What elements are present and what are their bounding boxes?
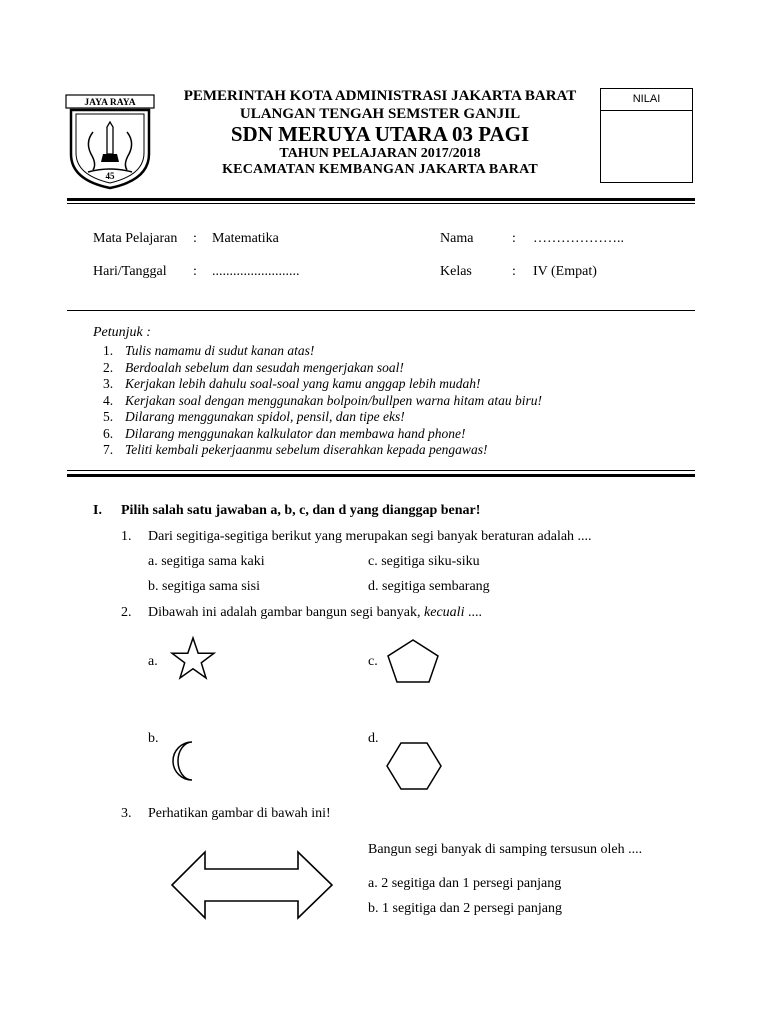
subject-label: Mata Pelajaran	[93, 231, 178, 246]
q2-option-c-label[interactable]: c.	[368, 654, 378, 669]
hexagon-shape-icon[interactable]	[384, 741, 444, 791]
q1-option-b[interactable]: b. segitiga sama sisi	[148, 579, 260, 594]
instruction-item	[103, 442, 542, 459]
section-number: I.	[93, 503, 102, 518]
q1-text: Dari segitiga-segitiga berikut yang merupakan segi banyak beraturan adalah ....	[148, 529, 592, 544]
header-government: PEMERINTAH KOTA ADMINISTRASI JAKARTA BARAT	[183, 88, 577, 104]
name-label: Nama	[440, 231, 474, 246]
header-school-name: SDN MERUYA UTARA 03 PAGI	[230, 122, 530, 146]
instruction-number: 7.	[103, 442, 114, 457]
instruction-item	[103, 376, 542, 393]
instruction-text: Berdoalah sebelum dan sesudah mengerjakan soal!	[125, 359, 404, 375]
header-exam-title: ULANGAN TENGAH SEMSTER GANJIL	[239, 106, 521, 122]
q2-option-a-label[interactable]: a.	[148, 654, 158, 669]
q2-text-end: ....	[464, 605, 482, 620]
instruction-text: Dilarang menggunakan kalkulator dan membawa hand phone!	[125, 425, 466, 441]
class-label: Kelas	[440, 264, 472, 279]
q3-text: Perhatikan gambar di bawah ini!	[148, 806, 331, 821]
q3-option-a[interactable]: a. 2 segitiga dan 1 persegi panjang	[368, 876, 562, 891]
logo-banner-text: JAYA RAYA	[84, 98, 136, 108]
name-field[interactable]: ………………..	[533, 231, 624, 246]
instructions-list	[103, 343, 542, 459]
instruction-item	[103, 343, 542, 360]
name-colon: :	[512, 231, 516, 246]
q1-option-c[interactable]: c. segitiga siku-siku	[368, 554, 480, 569]
crescent-moon-shape-icon[interactable]	[168, 740, 198, 782]
header-district: KECAMATAN KEMBANGAN JAKARTA BARAT	[222, 162, 538, 177]
instruction-item	[103, 409, 542, 426]
instruction-number: 2.	[103, 359, 114, 375]
instruction-item	[103, 360, 542, 377]
info-divider	[67, 310, 695, 311]
q2-text	[148, 605, 482, 621]
q2-text-italic: kecuali	[424, 605, 465, 620]
q3-side-text: Bangun segi banyak di samping tersusun oleh ....	[368, 842, 643, 857]
class-value: IV (Empat)	[533, 264, 597, 279]
q2-option-d-label[interactable]: d.	[368, 731, 379, 746]
q2-number: 2.	[121, 605, 132, 620]
instruction-text: Teliti kembali pekerjaanmu sebelum diserahkan kepada pengawas!	[125, 442, 488, 457]
q1-option-d[interactable]: d. segitiga sembarang	[368, 579, 490, 594]
instruction-text: Kerjakan lebih dahulu soal-soal yang kamu anggap lebih mudah!	[125, 376, 481, 391]
date-colon: :	[193, 264, 197, 279]
header-divider-thick	[67, 198, 695, 201]
instruction-number: 5.	[103, 409, 114, 424]
class-colon: :	[512, 264, 516, 279]
instruction-number: 1.	[103, 343, 114, 358]
instructions-divider-thin	[67, 470, 695, 471]
instruction-number: 3.	[103, 376, 114, 391]
header-divider-thin	[67, 203, 695, 204]
q2-text-main: Dibawah ini adalah gambar bangun segi banyak,	[148, 605, 425, 620]
instruction-text: Dilarang menggunakan spidol, pensil, dan tipe eks!	[125, 409, 405, 424]
q3-number: 3.	[121, 806, 132, 821]
instruction-text: Tulis namamu di sudut kanan atas!	[125, 343, 315, 358]
instructions-divider-thick	[67, 474, 695, 477]
q2-option-b-label[interactable]: b.	[148, 731, 159, 746]
header-academic-year: TAHUN PELAJARAN 2017/2018	[279, 146, 481, 161]
instruction-item	[103, 426, 542, 443]
date-field[interactable]: .........................	[212, 264, 300, 279]
q3-option-b[interactable]: b. 1 segitiga dan 2 persegi panjang	[368, 901, 563, 916]
q1-number: 1.	[121, 529, 132, 544]
instruction-number: 4.	[103, 392, 114, 408]
double-arrow-shape-icon	[170, 849, 334, 921]
score-box-label: NILAI	[601, 89, 692, 111]
date-label: Hari/Tanggal	[93, 264, 167, 279]
q1-option-a[interactable]: a. segitiga sama kaki	[148, 554, 265, 569]
section-title: Pilih salah satu jawaban a, b, c, dan d yang dianggap benar!	[121, 503, 481, 518]
logo-number: 45	[105, 171, 115, 181]
instruction-number: 6.	[103, 425, 114, 441]
pentagon-shape-icon[interactable]	[386, 638, 440, 684]
star-shape-icon[interactable]	[170, 636, 216, 682]
subject-value: Matematika	[212, 231, 279, 246]
instructions-title: Petunjuk :	[93, 325, 151, 340]
score-box[interactable]	[600, 88, 693, 183]
instruction-item	[103, 393, 542, 410]
instruction-text: Kerjakan soal dengan menggunakan bolpoin/bullpen warna hitam atau biru!	[125, 392, 542, 408]
subject-colon: :	[193, 231, 197, 246]
